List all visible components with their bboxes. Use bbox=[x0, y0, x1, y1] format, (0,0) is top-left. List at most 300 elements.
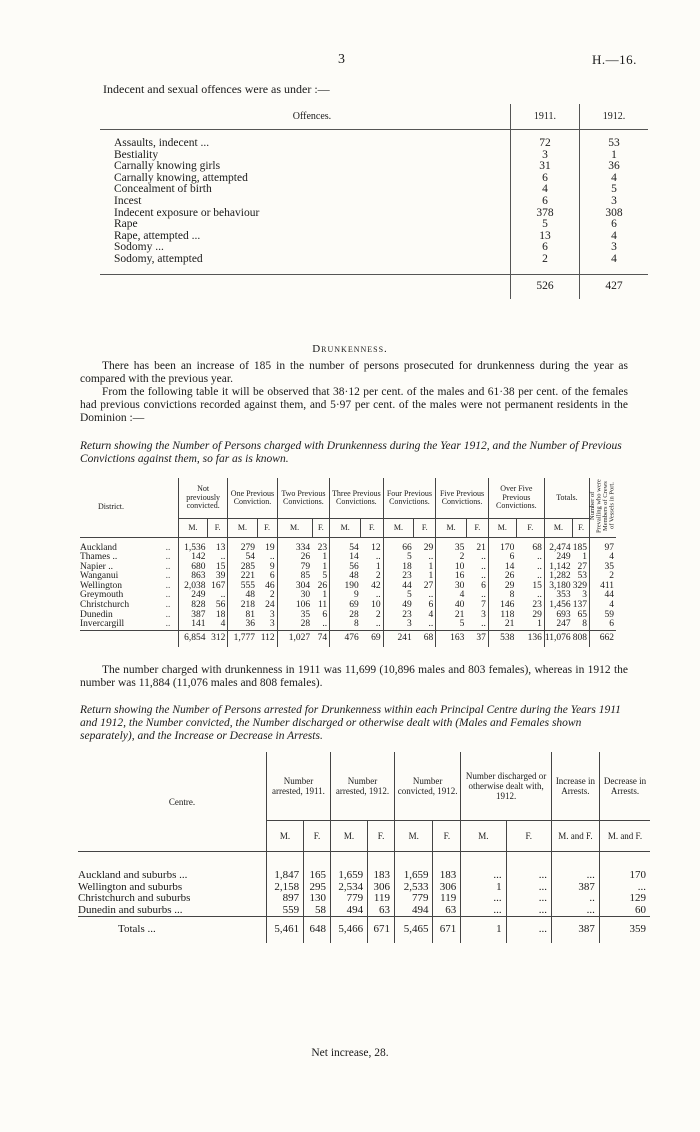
group-header: Number convicted, 1912. bbox=[395, 752, 461, 821]
leader-dots: .. bbox=[165, 561, 171, 572]
centre-value: 2,534 bbox=[330, 882, 367, 894]
centre-value: 897 bbox=[267, 893, 304, 905]
centre-value: 1,847 bbox=[267, 870, 304, 882]
district-value: 10 bbox=[436, 563, 467, 573]
district-value: 42 bbox=[371, 580, 381, 591]
district-value: 9 bbox=[330, 591, 361, 601]
district-value: 27 bbox=[423, 580, 434, 591]
district-value: 8 bbox=[582, 619, 587, 630]
group-header: Two Previous Convictions. bbox=[277, 478, 330, 519]
group-header: Not previously convicted. bbox=[179, 478, 228, 519]
male-subheader: M. bbox=[330, 519, 361, 537]
district-value: 85 bbox=[277, 572, 312, 582]
district-value: 54 bbox=[330, 544, 361, 554]
group-header: Totals. bbox=[544, 478, 589, 519]
offence-row bbox=[100, 138, 648, 150]
district-total-row bbox=[80, 630, 616, 647]
centre-value: 63 bbox=[433, 905, 461, 917]
female-subheader: F. bbox=[257, 519, 277, 537]
district-value: 44 bbox=[590, 591, 617, 601]
district-total-value: 6,854 bbox=[179, 630, 208, 647]
district-value: 221 bbox=[228, 572, 257, 582]
district-value: 16 bbox=[436, 572, 467, 582]
group-header: Five Previous Convictions. bbox=[436, 478, 489, 519]
district-value: .. bbox=[428, 619, 434, 630]
spacer-cell bbox=[433, 852, 461, 871]
district-value: 23 bbox=[383, 572, 414, 582]
district-value: 13 bbox=[215, 542, 226, 553]
district-value: 39 bbox=[215, 571, 226, 582]
spacer-cell bbox=[551, 852, 599, 871]
centre-row bbox=[78, 893, 650, 905]
male-subheader: M. bbox=[228, 519, 257, 537]
district-value: 21 bbox=[476, 542, 486, 553]
centre-value: 129 bbox=[599, 893, 650, 905]
offence-name: Incest bbox=[114, 194, 142, 207]
count-1911: 6 bbox=[510, 173, 579, 185]
district-name: Wanganui bbox=[80, 571, 119, 582]
centre-name: Dunedin and suburbs ... bbox=[78, 903, 183, 916]
district-value: .. bbox=[322, 619, 328, 630]
count-1912: 4 bbox=[579, 173, 648, 185]
district-name: Dunedin bbox=[80, 609, 113, 620]
centre-value: 58 bbox=[304, 905, 331, 917]
male-subheader: M. bbox=[277, 519, 312, 537]
district-total-value: 74 bbox=[312, 630, 330, 647]
district-value: 218 bbox=[228, 601, 257, 611]
offences-total-row bbox=[100, 274, 648, 299]
spacer-cell bbox=[510, 266, 579, 275]
district-value: 54 bbox=[228, 553, 257, 563]
district-row bbox=[80, 544, 616, 554]
district-name: Thames .. bbox=[80, 552, 118, 563]
centre-value: 130 bbox=[304, 893, 331, 905]
offence-name: Assaults, indecent ... bbox=[114, 137, 210, 149]
district-value: 190 bbox=[330, 582, 361, 592]
district-value: .. bbox=[428, 552, 434, 563]
drunkenness-heading: Drunkenness. bbox=[312, 343, 388, 355]
district-value: 2,474 bbox=[544, 544, 572, 554]
paragraph-increase: There has been an increase of 185 in the number of persons prosecuted for drunkenness during the year as compared with the previous year. bbox=[80, 360, 628, 385]
female-subheader: F. bbox=[207, 519, 227, 537]
district-value: .. bbox=[375, 552, 381, 563]
district-value: 4 bbox=[590, 601, 617, 611]
district-value: 23 bbox=[532, 600, 542, 611]
district-total-value: 241 bbox=[383, 630, 414, 647]
centre-value: 2,533 bbox=[395, 882, 433, 894]
district-value: 23 bbox=[317, 542, 328, 553]
district-value: 68 bbox=[532, 542, 542, 553]
count-1912: 1 bbox=[579, 150, 648, 162]
district-value: 5 bbox=[436, 620, 467, 630]
district-row bbox=[80, 553, 616, 563]
count-1911: 2 bbox=[510, 254, 579, 266]
district-value: .. bbox=[428, 590, 434, 601]
district-value: 48 bbox=[330, 572, 361, 582]
group-header: Three Previous Convictions. bbox=[330, 478, 383, 519]
district-value: 46 bbox=[265, 580, 275, 591]
district-value: .. bbox=[220, 552, 226, 563]
mf-subheader: M. and F. bbox=[551, 821, 599, 852]
district-total-value: 68 bbox=[414, 630, 436, 647]
offences-intro: Indecent and sexual offences were as under :— bbox=[103, 82, 330, 96]
district-value: 387 bbox=[179, 611, 208, 621]
female-subheader: F. bbox=[361, 519, 383, 537]
centre-value: 387 bbox=[551, 882, 599, 894]
district-total-value: 312 bbox=[207, 630, 227, 647]
district-value: 5 bbox=[383, 591, 414, 601]
paragraph-comparison: The number charged with drunkenness in 1911 was 11,699 (10,896 males and 803 females), whereas in 1912 the number was 11,884 (11,076 males and 808 females). bbox=[80, 664, 628, 689]
leader-dots: .. bbox=[165, 609, 171, 620]
district-value: 1,456 bbox=[544, 601, 572, 611]
district-value: 7 bbox=[481, 600, 486, 611]
district-value: 27 bbox=[577, 561, 587, 572]
district-value: 285 bbox=[228, 563, 257, 573]
district-value: 26 bbox=[488, 572, 516, 582]
group-header: Number arrested, 1912. bbox=[330, 752, 394, 821]
district-value: 81 bbox=[228, 611, 257, 621]
district-total-value: 11,076 bbox=[544, 630, 572, 647]
district-value: 30 bbox=[277, 591, 312, 601]
district-value: 35 bbox=[277, 611, 312, 621]
year-1911-header: 1911. bbox=[510, 104, 579, 130]
count-1912: 4 bbox=[579, 231, 648, 243]
female-subheader: F. bbox=[466, 519, 488, 537]
total-1912: 427 bbox=[579, 274, 648, 299]
district-total-value: 1,027 bbox=[277, 630, 312, 647]
district-row bbox=[80, 611, 616, 621]
district-value: 555 bbox=[228, 582, 257, 592]
district-row bbox=[80, 563, 616, 573]
district-value: 14 bbox=[488, 563, 516, 573]
arrests-total-value: 359 bbox=[599, 917, 650, 944]
centre-value: 306 bbox=[368, 882, 395, 894]
district-value: 2 bbox=[375, 609, 381, 620]
spacer-cell bbox=[267, 852, 304, 871]
spacer-cell bbox=[100, 266, 510, 275]
district-value: 1 bbox=[322, 590, 328, 601]
district-value: 353 bbox=[544, 591, 572, 601]
district-value: 6 bbox=[481, 580, 486, 591]
centre-value: ... bbox=[461, 893, 506, 905]
count-1912: 3 bbox=[579, 242, 648, 254]
spacer-cell bbox=[506, 852, 551, 871]
district-value: 1 bbox=[322, 561, 328, 572]
district-value: 3 bbox=[582, 590, 587, 601]
offence-name: Carnally knowing girls bbox=[114, 160, 221, 173]
district-value: .. bbox=[481, 571, 486, 582]
district-value: 1 bbox=[428, 571, 434, 582]
male-subheader: M. bbox=[267, 821, 304, 852]
district-value: 828 bbox=[179, 601, 208, 611]
district-value: 1 bbox=[428, 561, 434, 572]
district-value: 26 bbox=[277, 553, 312, 563]
district-value: 21 bbox=[488, 620, 516, 630]
district-value: 11 bbox=[318, 600, 328, 611]
district-value: 1 bbox=[537, 619, 542, 630]
district-value: 5 bbox=[322, 571, 328, 582]
district-header: District. bbox=[80, 478, 179, 537]
district-value: 53 bbox=[577, 571, 587, 582]
centre-value: 494 bbox=[395, 905, 433, 917]
spacer-cell bbox=[395, 852, 433, 871]
district-value: 18 bbox=[383, 563, 414, 573]
district-value: 334 bbox=[277, 544, 312, 554]
leader-dots: .. bbox=[165, 619, 171, 630]
centre-value: ... bbox=[506, 870, 551, 882]
offence-name: Sodomy ... bbox=[114, 241, 164, 254]
district-value: 15 bbox=[532, 580, 542, 591]
district-value: 29 bbox=[488, 582, 516, 592]
district-value: 141 bbox=[179, 620, 208, 630]
district-value: 170 bbox=[488, 544, 516, 554]
offence-name: Carnally knowing, attempted bbox=[114, 171, 248, 184]
offence-name: Rape bbox=[114, 218, 138, 231]
count-1911: 378 bbox=[510, 208, 579, 220]
district-value: 4 bbox=[436, 591, 467, 601]
district-value: 18 bbox=[215, 609, 226, 620]
district-name: Wellington bbox=[80, 580, 122, 591]
district-value: 2 bbox=[375, 571, 381, 582]
spacer-cell bbox=[579, 266, 648, 275]
female-subheader: F. bbox=[304, 821, 331, 852]
count-1911: 3 bbox=[510, 150, 579, 162]
district-value: 137 bbox=[572, 600, 587, 611]
district-value: 29 bbox=[423, 542, 434, 553]
centre-value: ... bbox=[506, 905, 551, 917]
district-value: 49 bbox=[383, 601, 414, 611]
district-value: 1 bbox=[582, 552, 587, 563]
spacer-row bbox=[78, 852, 650, 871]
district-value: 249 bbox=[544, 553, 572, 563]
centre-header: Centre. bbox=[78, 752, 267, 852]
female-subheader: F. bbox=[573, 519, 590, 537]
district-value: 24 bbox=[265, 600, 275, 611]
arrests-total-value: 5,461 bbox=[267, 917, 304, 944]
district-value: 28 bbox=[277, 620, 312, 630]
totals-label: Totals ... bbox=[78, 917, 267, 944]
centre-value: 1 bbox=[461, 882, 506, 894]
spacer-cell bbox=[330, 852, 367, 871]
district-value: 2 bbox=[436, 553, 467, 563]
district-value: 4 bbox=[590, 553, 617, 563]
district-value: 6 bbox=[590, 620, 617, 630]
spacer-row bbox=[100, 266, 648, 275]
spacer-cell bbox=[461, 852, 506, 871]
leader-dots: .. bbox=[165, 580, 171, 591]
offence-row bbox=[100, 196, 648, 208]
district-value: 1,536 bbox=[179, 544, 208, 554]
district-value: 693 bbox=[544, 611, 572, 621]
district-value: 40 bbox=[436, 601, 467, 611]
total-label-cell bbox=[80, 630, 179, 647]
district-total-value: 662 bbox=[590, 630, 617, 647]
district-value: 3 bbox=[269, 609, 275, 620]
district-value: 19 bbox=[265, 542, 275, 553]
district-value: .. bbox=[537, 552, 542, 563]
leader-dots: .. bbox=[165, 600, 171, 611]
header-row bbox=[78, 752, 650, 821]
arrests-total-value: 387 bbox=[551, 917, 599, 944]
district-value: 35 bbox=[590, 563, 617, 573]
count-1911: 13 bbox=[510, 231, 579, 243]
female-subheader: F. bbox=[516, 519, 544, 537]
female-subheader: F. bbox=[414, 519, 436, 537]
count-1911: 5 bbox=[510, 219, 579, 231]
female-subheader: F. bbox=[433, 821, 461, 852]
district-value: 1,142 bbox=[544, 563, 572, 573]
count-1912: 36 bbox=[579, 161, 648, 173]
district-value: 69 bbox=[330, 601, 361, 611]
district-name: Invercargill bbox=[80, 619, 125, 630]
arrests-total-value: 5,466 bbox=[330, 917, 367, 944]
district-value: .. bbox=[537, 561, 542, 572]
centre-value: 183 bbox=[368, 870, 395, 882]
male-subheader: M. bbox=[179, 519, 208, 537]
offence-row bbox=[100, 254, 648, 266]
group-header: Over Five Previous Convictions. bbox=[488, 478, 544, 519]
district-value: 56 bbox=[330, 563, 361, 573]
count-1912: 3 bbox=[579, 196, 648, 208]
district-value: 1,282 bbox=[544, 572, 572, 582]
district-value: 118 bbox=[488, 611, 516, 621]
leader-dots: .. bbox=[165, 542, 171, 553]
offences-header: Offences. bbox=[100, 104, 510, 130]
centre-value: .. bbox=[551, 893, 599, 905]
district-value: 3 bbox=[481, 609, 486, 620]
district-total-value: 163 bbox=[436, 630, 467, 647]
district-value: 2 bbox=[590, 572, 617, 582]
district-value: 106 bbox=[277, 601, 312, 611]
arrests-total-value: 671 bbox=[433, 917, 461, 944]
arrests-table-caption: Return showing the Number of Persons arrested for Drunkenness within each Principal Centre during the Years 1911 and 1912, the Number convicted, the Number discharged or otherwise dealt with (Males and Females shown separately), and the Increase or Decrease in Arrests. bbox=[80, 704, 621, 742]
female-subheader: F. bbox=[506, 821, 551, 852]
district-value: .. bbox=[375, 619, 381, 630]
district-value: 3,180 bbox=[544, 582, 572, 592]
offence-name: Concealment of birth bbox=[114, 183, 212, 196]
district-total-value: 476 bbox=[330, 630, 361, 647]
district-value: 167 bbox=[211, 580, 226, 591]
district-value: .. bbox=[375, 590, 381, 601]
leader-dots: .. bbox=[165, 571, 171, 582]
district-name: Auckland bbox=[80, 542, 117, 553]
arrests-total-value: ... bbox=[506, 917, 551, 944]
offence-row bbox=[100, 219, 648, 231]
offence-name: Indecent exposure or behaviour bbox=[114, 206, 260, 219]
district-value: 14 bbox=[330, 553, 361, 563]
centre-value: 1,659 bbox=[330, 870, 367, 882]
offence-name: Bestiality bbox=[114, 148, 159, 161]
count-1911: 6 bbox=[510, 196, 579, 208]
district-value: .. bbox=[481, 619, 486, 630]
male-subheader: M. bbox=[544, 519, 572, 537]
district-value: .. bbox=[481, 561, 486, 572]
district-value: 249 bbox=[179, 591, 208, 601]
district-value: 26 bbox=[317, 580, 328, 591]
centre-value: 165 bbox=[304, 870, 331, 882]
district-value: 329 bbox=[572, 580, 587, 591]
district-total-value: 538 bbox=[488, 630, 516, 647]
centre-value: 559 bbox=[267, 905, 304, 917]
centre-value: 183 bbox=[433, 870, 461, 882]
header-row bbox=[80, 478, 616, 519]
group-header: Number discharged or otherwise dealt with, 1912. bbox=[461, 752, 552, 821]
offence-row bbox=[100, 208, 648, 220]
district-value: 6 bbox=[488, 553, 516, 563]
centre-value: ... bbox=[551, 870, 599, 882]
count-1912: 308 bbox=[579, 208, 648, 220]
district-value: 863 bbox=[179, 572, 208, 582]
district-value: 1 bbox=[322, 552, 328, 563]
district-value: 2 bbox=[269, 590, 275, 601]
centre-value: 295 bbox=[304, 882, 331, 894]
district-value: 8 bbox=[330, 620, 361, 630]
district-table bbox=[80, 478, 616, 647]
district-value: 97 bbox=[590, 544, 617, 554]
district-value: 48 bbox=[228, 591, 257, 601]
arrests-total-row bbox=[78, 917, 650, 944]
district-table-caption: Return showing the Number of Persons charged with Drunkenness during the Year 1912, and the Number of Previous Convictions against them, so far as is known. bbox=[80, 440, 622, 465]
arrests-total-value: 5,465 bbox=[395, 917, 433, 944]
district-value: 3 bbox=[383, 620, 414, 630]
district-value: 680 bbox=[179, 563, 208, 573]
district-value: 44 bbox=[383, 582, 414, 592]
district-name: Greymouth bbox=[80, 590, 124, 601]
centre-row bbox=[78, 905, 650, 917]
female-subheader: F. bbox=[368, 821, 395, 852]
count-1911: 31 bbox=[510, 161, 579, 173]
group-header: One Previous Conviction. bbox=[228, 478, 277, 519]
district-value: 247 bbox=[544, 620, 572, 630]
count-1912: 4 bbox=[579, 254, 648, 266]
offence-name: Sodomy, attempted bbox=[114, 252, 203, 265]
centre-name: Wellington and suburbs bbox=[78, 880, 183, 893]
district-total-value: 37 bbox=[466, 630, 488, 647]
district-name: Christchurch bbox=[80, 600, 130, 611]
leader-dots: .. bbox=[165, 552, 171, 563]
district-value: 59 bbox=[590, 611, 617, 621]
arrests-total-value: 1 bbox=[461, 917, 506, 944]
count-1912: 6 bbox=[579, 219, 648, 231]
district-value: 304 bbox=[277, 582, 312, 592]
centre-value: 60 bbox=[599, 905, 650, 917]
total-label-cell bbox=[100, 274, 510, 299]
district-value: .. bbox=[481, 590, 486, 601]
group-header: Decrease in Arrests. bbox=[599, 752, 650, 821]
arrests-total-value: 671 bbox=[368, 917, 395, 944]
crew-header-text: Number of Prevailing who were Members of Crews of Vessels in Port. bbox=[589, 479, 616, 533]
male-subheader: M. bbox=[383, 519, 414, 537]
centre-value: 306 bbox=[433, 882, 461, 894]
leader-dots: .. bbox=[165, 590, 171, 601]
centre-value: ... bbox=[506, 882, 551, 894]
count-1912: 5 bbox=[579, 184, 648, 196]
district-value: 411 bbox=[590, 582, 617, 592]
centre-value: 119 bbox=[368, 893, 395, 905]
centre-value: 494 bbox=[330, 905, 367, 917]
offence-row bbox=[100, 184, 648, 196]
centre-value: ... bbox=[551, 905, 599, 917]
district-value: .. bbox=[269, 552, 275, 563]
centre-name: Auckland and suburbs ... bbox=[78, 869, 188, 881]
district-value: 35 bbox=[436, 544, 467, 554]
district-total-value: 1,777 bbox=[228, 630, 257, 647]
district-value: .. bbox=[220, 590, 226, 601]
male-subheader: M. bbox=[395, 821, 433, 852]
year-1912-header: 1912. bbox=[579, 104, 648, 130]
centre-value: 119 bbox=[433, 893, 461, 905]
district-value: .. bbox=[537, 590, 542, 601]
